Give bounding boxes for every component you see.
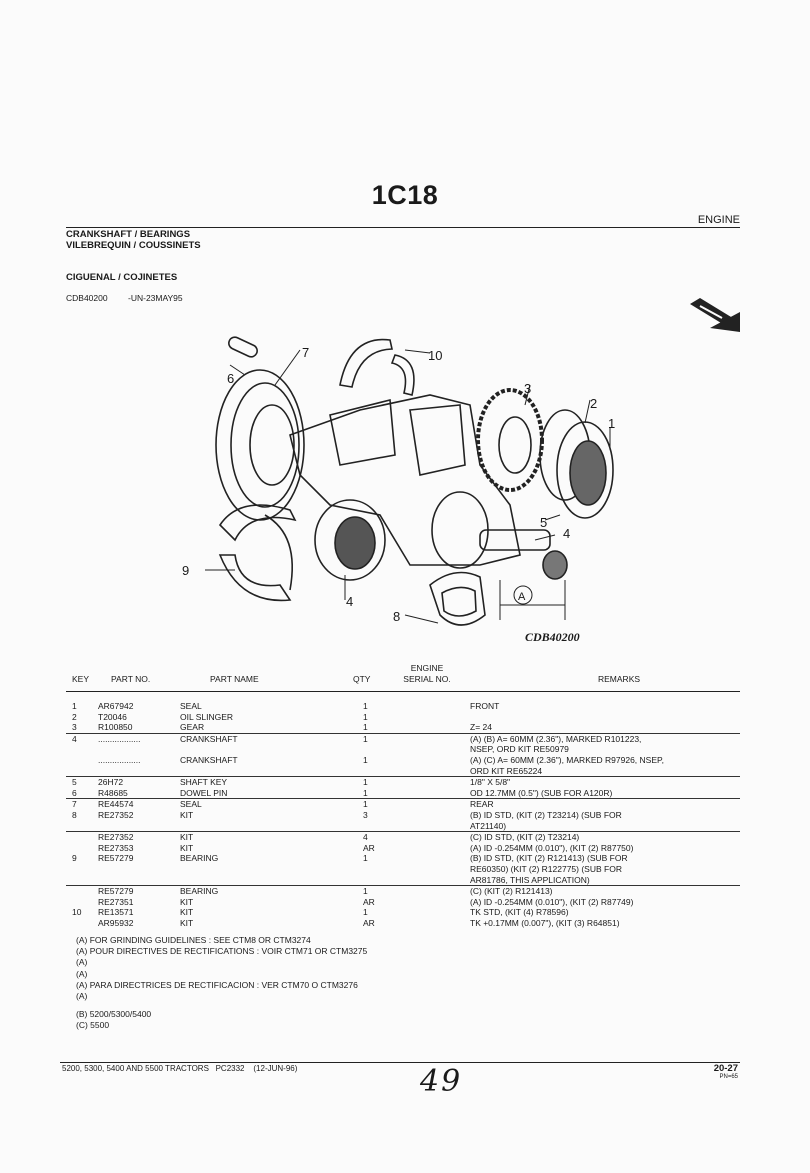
cell-qty: AR: [363, 842, 375, 853]
col-header-part-no: PART NO.: [111, 674, 151, 684]
cell-part-name: CRANKSHAFT: [180, 754, 238, 765]
cell-part-name: SEAL: [180, 799, 202, 810]
front-seal-part: [540, 410, 616, 518]
cell-part-name: OIL SLINGER: [180, 711, 234, 722]
cell-remarks: (A) ID -0.254MM (0.010"), (KIT (2) R87750): [470, 842, 634, 853]
cell-part-no: RE27352: [98, 832, 134, 843]
cell-remarks: RE60350) (KIT (2) R122775) (SUB FOR: [470, 863, 622, 874]
table-row: [66, 875, 740, 886]
cell-remarks: (A) (B) A= 60MM (2.36"), MARKED R101223,: [470, 733, 642, 744]
table-row: [66, 777, 740, 788]
callout-8: 8: [393, 609, 401, 624]
footer-text: 5200, 5300, 5400 AND 5500 TRACTORS PC2332 (12-JUN-96): [62, 1064, 298, 1073]
cell-key: 8: [72, 809, 77, 820]
cell-part-no: RE57279: [98, 886, 134, 897]
crankshaft-exploded-diagram: [180, 315, 616, 635]
table-row: [66, 907, 740, 918]
model-notes: [76, 1009, 151, 1031]
cell-key: 6: [72, 787, 77, 798]
callout-7: 7: [302, 345, 310, 360]
cell-key: 4: [72, 733, 77, 744]
parts-table: [66, 701, 740, 928]
note-line: (A): [76, 991, 88, 1002]
cell-part-name: DOWEL PIN: [180, 787, 228, 798]
cell-part-name: SHAFT KEY: [180, 777, 228, 788]
cell-qty: 1: [363, 853, 368, 864]
gear-part: [478, 390, 542, 490]
title-en: CRANKSHAFT / BEARINGS: [66, 229, 191, 240]
cell-key: 7: [72, 799, 77, 810]
table-row: [66, 701, 740, 712]
callout-6: 6: [227, 371, 235, 386]
cell-key: 9: [72, 853, 77, 864]
cell-key: 10: [72, 907, 82, 918]
page-id: 1C18: [371, 180, 439, 210]
cell-part-no: R100850: [98, 722, 133, 733]
cell-part-name: KIT: [180, 809, 194, 820]
model-note: (C) 5500: [76, 1020, 110, 1031]
cell-remarks: (C) (KIT (2) R121413): [470, 886, 553, 897]
cell-qty: 1: [363, 711, 368, 722]
cell-part-no: R48685: [98, 787, 128, 798]
cell-qty: 1: [363, 701, 368, 711]
diagram-caption: CDB40200: [525, 630, 580, 644]
cell-part-no: ..................: [98, 754, 141, 765]
cell-part-no: RE27352: [98, 809, 134, 820]
cell-qty: AR: [363, 917, 375, 928]
thrust-washer-part: [340, 340, 414, 395]
cell-remarks: AR81786, THIS APPLICATION): [470, 874, 590, 885]
cell-remarks: NSEP, ORD KIT RE50979: [470, 744, 569, 755]
cell-part-no: RE44574: [98, 799, 134, 810]
cell-part-name: BEARING: [180, 886, 219, 897]
cell-qty: 1: [363, 722, 368, 733]
cell-qty: AR: [363, 896, 375, 907]
cell-part-no: RE27353: [98, 842, 134, 853]
dowel-pin-part: [227, 335, 259, 359]
col-header-engine-line2: SERIAL NO.: [403, 674, 451, 684]
col-header-qty: QTY: [353, 674, 371, 684]
title-es: CIGUENAL / COJINETES: [66, 272, 178, 283]
footer-rule: [60, 1062, 740, 1063]
cell-remarks: ORD KIT RE65224: [470, 765, 543, 776]
header-rule: [66, 691, 740, 692]
note-line: (A): [76, 968, 88, 979]
table-row: [66, 810, 740, 821]
cell-remarks: OD 12.7MM (0.5") (SUB FOR A120R): [470, 787, 613, 798]
cell-remarks: 1/8" X 5/8": [470, 777, 511, 788]
cell-remarks: (A) ID -0.254MM (0.010"), (KIT (2) R87749): [470, 896, 634, 907]
cell-key: 1: [72, 701, 77, 711]
table-row: [66, 788, 740, 799]
cell-part-name: KIT: [180, 917, 194, 928]
col-header-engine-serial: [402, 663, 452, 685]
cell-qty: 1: [363, 787, 368, 798]
handwritten-number: 49: [420, 1064, 463, 1099]
model-note: (B) 5200/5300/5400: [76, 1009, 152, 1019]
cell-remarks: (B) ID STD, (KIT (2) T23214) (SUB FOR: [470, 809, 622, 820]
page-reference: 20-27: [713, 1063, 738, 1074]
table-row: [66, 821, 740, 832]
note-line: (A) FOR GRINDING GUIDELINES : SEE CTM8 OR CTM3274: [76, 935, 311, 945]
cell-key: 2: [72, 711, 77, 722]
cell-qty: 1: [363, 777, 368, 788]
cell-qty: 1: [363, 886, 368, 897]
table-row: [66, 886, 740, 897]
callout-4: 4: [563, 526, 571, 541]
cell-remarks: TK STD, (KIT (4) R78596): [470, 907, 569, 918]
cell-part-no: AR67942: [98, 701, 134, 711]
note-line: (A) PARA DIRECTRICES DE RECTIFICACION : VER CTM70 O CTM3276: [76, 979, 358, 990]
cell-remarks: REAR: [470, 799, 494, 810]
table-row: [66, 843, 740, 854]
callout-3: 3: [524, 381, 532, 396]
table-row: [66, 766, 740, 777]
cell-remarks: (A) (C) A= 60MM (2.36"), MARKED R97926, NSEP,: [470, 754, 664, 765]
callout-10: 10: [428, 348, 443, 363]
note-line: (A): [76, 957, 88, 968]
cell-part-name: KIT: [180, 832, 194, 843]
cell-part-name: GEAR: [180, 722, 205, 733]
top-rule: [66, 227, 740, 228]
callout-1: 1: [608, 416, 616, 431]
col-header-engine-line1: ENGINE: [410, 663, 444, 673]
table-row: [66, 897, 740, 908]
cell-part-no: RE27351: [98, 896, 134, 907]
cell-part-no: AR95932: [98, 917, 134, 928]
cell-part-no: ..................: [98, 733, 141, 744]
cell-part-name: BEARING: [180, 853, 219, 864]
main-bearing-part: [220, 505, 295, 600]
table-row: [66, 799, 740, 810]
callout-2: 2: [590, 396, 598, 411]
cell-part-no: 26H72: [98, 777, 124, 788]
figure-ref: CDB40200: [66, 293, 108, 303]
cell-qty: 1: [363, 754, 368, 765]
col-header-key: KEY: [72, 674, 90, 684]
cell-qty: 1: [363, 907, 368, 918]
table-row: [66, 712, 740, 723]
cell-part-no: RE13571: [98, 907, 134, 918]
callout-9: 9: [182, 563, 190, 578]
cell-part-name: KIT: [180, 842, 194, 853]
cell-part-name: KIT: [180, 907, 194, 918]
callout-5: 5: [540, 515, 548, 530]
cell-remarks: (B) ID STD, (KIT (2) R121413) (SUB FOR: [470, 853, 628, 864]
table-row: [66, 853, 740, 864]
page-number-code: PN=65: [719, 1074, 738, 1080]
table-row: [66, 755, 740, 766]
cell-part-name: CRANKSHAFT: [180, 733, 238, 744]
cell-qty: 3: [363, 809, 368, 820]
table-row: [66, 918, 740, 929]
cell-part-name: SEAL: [180, 701, 202, 711]
table-row: [66, 722, 740, 733]
figure-ref-date: -UN-23MAY95: [128, 293, 183, 303]
cell-qty: 1: [363, 799, 368, 810]
cell-remarks: TK +0.17MM (0.007"), (KIT (3) R64851): [470, 917, 620, 928]
col-header-part-name: PART NAME: [210, 674, 259, 684]
direction-arrow-icon: [690, 298, 742, 332]
cell-qty: 4: [363, 832, 368, 843]
table-row: [66, 864, 740, 875]
rod-bearing-part: [430, 573, 485, 626]
cell-remarks: (C) ID STD, (KIT (2) T23214): [470, 832, 580, 843]
section-label: ENGINE: [697, 214, 740, 226]
callout-A: A: [518, 591, 526, 603]
note-line: (A) POUR DIRECTIVES DE RECTIFICATIONS : VOIR CTM71 OR CTM3275: [76, 946, 368, 957]
cell-part-name: KIT: [180, 896, 194, 907]
table-row: [66, 744, 740, 755]
cell-remarks: Z= 24: [470, 722, 492, 733]
title-fr: VILEBREQUIN / COUSSINETS: [66, 240, 201, 251]
notes-block: [76, 935, 367, 1002]
cell-key: 3: [72, 722, 77, 733]
col-header-remarks: REMARKS: [598, 674, 641, 684]
rear-seal-part: [216, 370, 304, 520]
callout-4-lower: 4: [346, 594, 354, 609]
cell-part-no: T20046: [98, 711, 127, 722]
cell-key: 5: [72, 777, 77, 788]
cell-remarks: AT21140): [470, 820, 507, 831]
cell-remarks: FRONT: [470, 701, 500, 711]
cell-part-no: RE57279: [98, 853, 134, 864]
table-row: [66, 734, 740, 745]
table-row: [66, 832, 740, 843]
cell-qty: 1: [363, 733, 368, 744]
